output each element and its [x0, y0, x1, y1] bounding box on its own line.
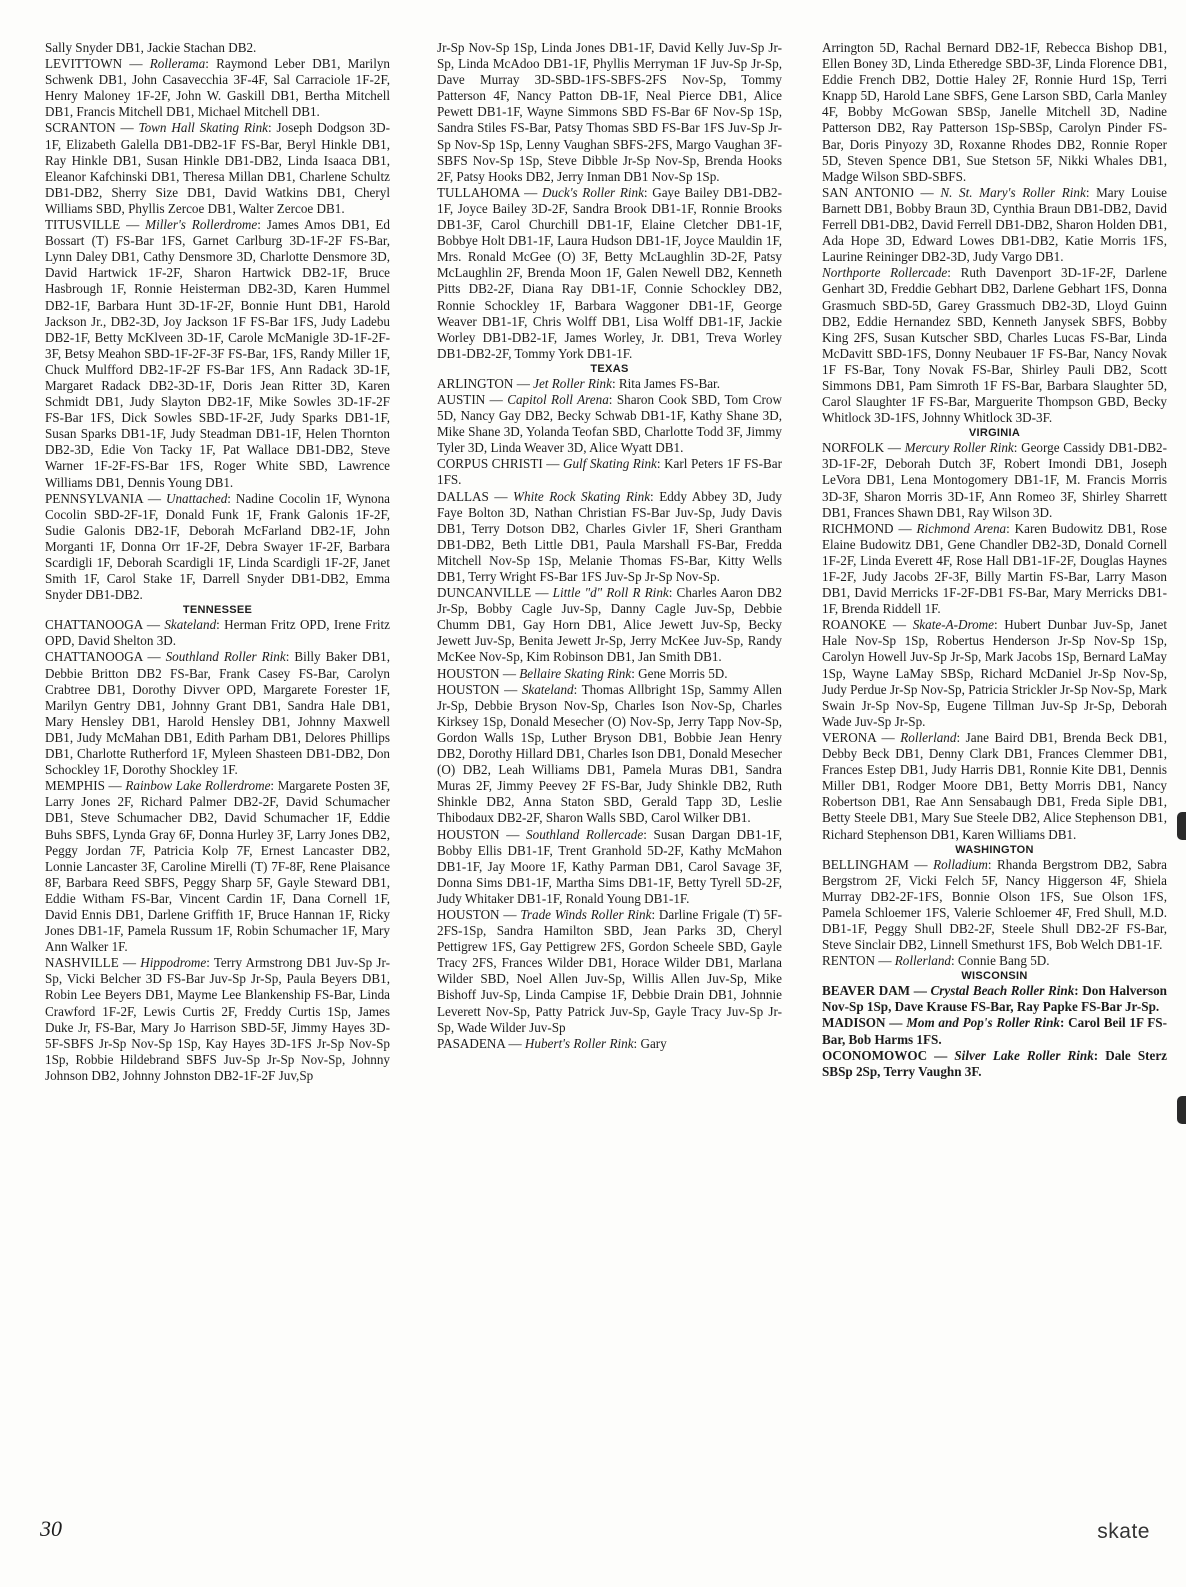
magazine-brand: skate — [1097, 1520, 1150, 1543]
rink-name: White Rock Skating Rink — [513, 488, 651, 504]
results-entry — [437, 489, 782, 586]
city-name: VERONA — [822, 729, 877, 745]
dash-separator: — — [142, 649, 166, 665]
skater-list: Arrington 5D, Rachal Bernard DB2-1F, Rebecca Bishop DB1, Ellen Boney 3D, Linda Etheredge SBD-3F, Linda Florence DB1, Eddie French DB2, Dottie Haley 2F, Ronnie Hurd 1Sp, Terri Knapp 5D, Harold Lane SBFS, Gene Larson SBD, Carla Manley 4F, Bobby McGowan SBSp, Janelle Mitchell 3D, Nadine Patterson DB2, Ray Patterson 1Sp-SBSp, Carolyn Pinder FS-Bar, Doris Pinyozy 3D, Roxanne Rhodes DB2, Ronnie Roper 5D, Steven Spence DB1, Sue Stetson 5F, Nikki Whales DB1, Madge Wilson SBD-SBFS. — [822, 40, 1167, 184]
skater-list: : Ruth Davenport 3D-1F-2F, Darlene Genhart 3D, Freddie Gebhart DB2, Darlene Gebhart 1FS, Donna Grasmuch SBD-5D, Garey Grassmuch DB2-3D, Lloyd Guinn DB2, Eddie Hernandez SBD, Kenneth Janysek SBFS, Bobby King 2FS, Susan Kutscher SBD, Charles Lucas FS-Bar, Linda McDavitt SBD-1FS, Donny Neubauer 1F FS-Bar, Nancy Novak 1F FS-Bar, Tony Novak FS-Bar, Shirley Pauli DB2, Scott Simmons DB1, Pam Simroth 1F FS-Bar, Barbara Slaughter 5D, Carol Slaughter 1F FS-Bar, Marguerite Thompson GBD, Becky Whitlock 3D-1FS, Johnny Whitlock 3D-3F. — [822, 265, 1167, 426]
results-entry — [822, 440, 1167, 520]
rink-name: Skateland — [164, 617, 217, 633]
city-name: PENNSYLVANIA — [45, 490, 143, 506]
state-heading: VIRGINIA — [968, 427, 1021, 440]
column-3 — [822, 40, 1167, 1500]
skater-list: Sally Snyder DB1, Jackie Stachan DB2. — [45, 40, 257, 55]
results-entry — [437, 185, 782, 362]
city-name: ROANOKE — [822, 617, 887, 633]
dash-separator: — — [499, 681, 522, 697]
city-name: NORFOLK — [822, 440, 885, 456]
skater-list: : Rita James FS-Bar. — [611, 375, 720, 391]
results-entry — [45, 491, 390, 604]
city-name: CHATTANOOGA — [45, 649, 143, 665]
dash-separator: — — [884, 440, 905, 456]
dash-separator: — — [927, 1047, 955, 1063]
city-name: RICHMOND — [822, 520, 894, 536]
column-1 — [45, 40, 390, 1500]
city-name: TITUSVILLE — [45, 217, 121, 233]
dash-separator: — — [104, 778, 126, 794]
city-name: AUSTIN — [437, 391, 486, 407]
dash-separator: — — [886, 617, 913, 633]
city-name: MADISON — [822, 1015, 886, 1031]
rink-name: Miller's Rollerdrome — [145, 217, 258, 233]
results-entry — [822, 521, 1167, 618]
state-heading: TENNESSEE — [182, 604, 253, 617]
rink-name: Northporte Rollercade — [822, 265, 948, 281]
dash-separator: — — [488, 488, 514, 504]
skater-list: : Jane Baird DB1, Brenda Beck DB1, Debby Beck DB1, Denny Clark DB1, Frances Clemmer DB1, Frances Estep DB1, Judy Harris DB1, Ronnie Kite DB1, Dennis Miller DB1, Rodger Moore DB1, Betty Morris DB1, Nancy Robertson DB1, Rae Ann Sensabaugh DB1, Freda Siple DB1, Betty Steele DB1, Mary Sue Steele DB2, Alice Stephenson DB1, Richard Stephenson DB1, Karen Williams DB1. — [822, 729, 1167, 842]
city-name: CORPUS CHRISTI — [437, 456, 543, 472]
rink-name: Rollerland — [894, 953, 951, 969]
results-entry — [822, 40, 1167, 185]
city-name: LEVITTOWN — [45, 56, 123, 72]
results-entry — [45, 120, 390, 217]
city-name: HOUSTON — [437, 826, 500, 842]
dash-separator: — — [875, 953, 895, 969]
dash-separator: — — [499, 826, 527, 842]
rink-name: Hippodrome — [140, 955, 207, 971]
rink-name: Duck's Roller Rink — [541, 184, 644, 200]
dash-separator: — — [118, 955, 141, 971]
city-name: TULLAHOMA — [437, 184, 520, 200]
skater-list: : Gary — [633, 1035, 667, 1051]
city-name: HOUSTON — [437, 665, 500, 681]
skater-list: : Darline Frigale (T) 5F-2FS-1Sp, Sandra Hamilton SBD, Jean Parks 3D, Cheryl Pettigrew 1FS, Gay Pettigrew 2FS, Gordon Scheele SBD, Gayle Tracy 2FS, Frances Wilder DB1, Horace Wilder DB1, Marlana Wilder SBD, Noel Allen Juv-Sp, Willis Allen Juv-Sp, Mike Bishoff Juv-Sp, Linda Campise 1F, Debbie Drain DB1, Johnnie Leverett Nov-Sp, Patty Patrick Juv-Sp, Gayle Tracy Juv-Sp Jr-Sp, Wade Wilder Juv-Sp — [437, 906, 782, 1035]
results-entry — [45, 56, 390, 120]
dash-separator: — — [893, 520, 917, 536]
dash-separator: — — [885, 1015, 907, 1031]
results-entry — [437, 827, 782, 907]
rink-name: Rollerama — [149, 56, 206, 72]
results-entry — [45, 649, 390, 778]
dash-separator: — — [910, 983, 931, 999]
margin-mark — [1177, 812, 1186, 840]
rink-name: Town Hall Skating Rink — [138, 120, 269, 136]
skater-list: : James Amos DB1, Ed Bossart (T) FS-Bar 1FS, Garnet Carlburg 3D-1F-2F FS-Bar, Lynn Daley DB1, Cathy Densmore 3D, Charlotte Densmore 3D, David Hartwick 1F-2F, Sharon Hartwick DB2-1F, Bruce Hasbrough 1F, Ronnie Heisterman DB2-3D, Karen Hummel DB2-1F, Barbara Hunt 3D-1F-2F, Bonnie Hunt DB1, Harold Jackson Jr., DB2-3D, Joy Jackson 1F FS-Bar 1FS, Judy Ladebu DB2-1F, Betty McKlveen 3D-1F, Carole McManigle 3D-1F-2F-3F, Betsy Meahon SBD-1F-2F-3F FS-Bar, 1FS, Randy Miller 1F, Chuck Mulfford DB2-1F-2F FS-Bar 1FS, Ann Radack 3D-1F, Margaret Radack DB2-3D-1F, Doris Jean Ritter 3D, Karen Schmidt DB1, Judy Slayton DB2-1F, Mike Sowles 3D-1F-2F FS-Bar 1FS, Dick Sowles SBD-1F-2F, Judy Sparks DB1-1F, Susan Sparks DB1-1F, Judy Steadman DB1-1F, Helen Thornton DB2-3D, Edie Von Tacky 1F, Pat Wallace DB1-DB2, Steve Warner 1F-2F-FS-Bar 1FS, Roger White SBD, Lawrence Williams DB1, Dennis Young DB1. — [45, 217, 390, 490]
results-entry — [45, 778, 390, 955]
skater-list: : Dale Sterz SBSp 2Sp, Terry Vaughn 3F. — [822, 1047, 1167, 1079]
rink-name: Capitol Roll Arena — [507, 391, 609, 407]
rink-name: Southland Roller Rink — [165, 649, 286, 665]
dash-separator: — — [115, 120, 139, 136]
results-entry — [822, 953, 1167, 969]
rink-name: Skate-A-Drome — [912, 617, 994, 633]
city-name: MEMPHIS — [45, 778, 105, 794]
rink-name: Jet Roller Rink — [533, 375, 612, 391]
results-entry — [822, 1048, 1167, 1080]
skater-list: Jr-Sp Nov-Sp 1Sp, Linda Jones DB1-1F, David Kelly Juv-Sp Jr-Sp, Linda McAdoo DB1-1F, Phyllis Merryman 1F Juv-Sp Jr-Sp, Dave Murray 3D-SBD-1FS-SBFS-2FS Nov-Sp, Tommy Patterson 4F, Nancy Patton DB-1F, Neal Pierce DB1, Alice Pewett DB1-1F, Wayne Simmons SBD FS-Bar 6F Nov-Sp 1Sp, Sandra Stiles FS-Bar, Patsy Thomas SBD FS-Bar 1FS Juv-Sp Jr-Sp Nov-Sp 1Sp, Lenny Vaughan SBFS-2FS, Margo Vaughan 3F-SBFS Nov-Sp 1Sp, Steve Dibble Jr-Sp Nov-Sp, Brenda Hooks 2F, Patsy Hooks DB2, Jerry Inman DB1 Nov-Sp 1Sp. — [437, 40, 782, 184]
city-name: DUNCANVILLE — [437, 585, 532, 601]
skater-list: : Hubert Dunbar Juv-Sp, Janet Hale Nov-Sp 1Sp, Robertus Henderson Jr-Sp Nov-Sp 1Sp, Carolyn Howell Juv-Sp Jr-Sp, Mark Jacobs 1Sp, Bernard LaMay 1Sp, Wayne LaMay SBSp, Richard McDaniel Jr-Sp Nov-Sp, Judy Perdue Jr-Sp Nov-Sp, Patricia Strickler Jr-Sp Nov-Sp, Mark Swain Jr-Sp Nov-Sp, Eugene Tillman Juv-Sp Jr-Sp, Deborah Wade Juv-Sp Jr-Sp. — [822, 617, 1167, 729]
skater-list: : Thomas Allbright 1Sp, Sammy Allen Jr-Sp, Debbie Bryson Nov-Sp, Charles Ison Nov-Sp, Charles Kirksey 1Sp, Donald Mesecher (O) Nov-Sp, Jerry Tapp Nov-Sp, Gordon Walls 1Sp, Luther Bryson DB1, Bobbie Jean Henry DB2, Dorothy Hillard DB1, Charles Ison DB1, Donald Mesecher (O) DB2, Leah Williams DB1, Pamela Muras DB1, Sandra Muras 2F, Jimmy Peevey 2F FS-Bar, Judy Shinkle DB2, Ruth Shinkle DB2, Anna Staton SBD, Gerald Tapp 3D, Leslie Thibodaux DB2-2F, Sharon Walls SBD, Carol Wilker DB1. — [437, 681, 782, 826]
skater-list: : Karl Peters 1F FS-Bar 1FS. — [437, 456, 782, 488]
rink-name: Unattached — [165, 490, 228, 506]
skater-list: : Don Halverson Nov-Sp 1Sp, Dave Krause FS-Bar, Ray Papke FS-Bar Jr-Sp. — [822, 983, 1167, 1015]
rink-name: Gulf Skating Rink — [562, 456, 657, 472]
results-entry — [437, 1036, 782, 1052]
state-heading: WASHINGTON — [955, 843, 1034, 856]
column-2 — [437, 40, 782, 1500]
dash-separator: — — [499, 906, 521, 922]
results-entry — [437, 376, 782, 392]
skater-list: : Herman Fritz OPD, Irene Fritz OPD, David Shelton 3D. — [45, 617, 390, 649]
rink-name: Rainbow Lake Rollerdrome — [125, 778, 271, 794]
city-name: PASADENA — [437, 1035, 506, 1051]
results-entry — [437, 585, 782, 665]
skater-list: : Mary Louise Barnett DB1, Bobby Braun 3D, Cynthia Braun DB1-DB2, David Ferrell DB1-DB2, David Ferrell DB1-DB2, Sharon Holden DB1, Ada Hope 3D, Edward Lowes DB1-DB2, Katie Morris 1FS, Laurine Reininger DB2-3D, Judy Vargo DB1. — [822, 184, 1167, 265]
rink-name: N. St. Mary's Roller Rink — [940, 184, 1086, 200]
results-entry — [437, 907, 782, 1036]
results-entry — [822, 265, 1167, 426]
skater-list: : Margarete Posten 3F, Larry Jones 2F, Richard Palmer DB2-2F, David Schumacher DB1, Steve Schumacher DB2, David Schumacher 1F, Eddie Buhs SBFS, Lynda Gray 6F, Donna Hurley 3F, Larry Jones DB2, Peggy Jordan 7F, Patricia Kolp 7F, Ernest Lancaster DB2, Lonnie Lancaster 3F, Caroline Mirelli (T) 7F-8F, Rene Plaisance 8F, Barbara Reed SBFS, Peggy Sharp 5F, Gayle Steward DB1, Eddie Witham FS-Bar, Vincent Cardin 1F, Dana Cornell 1F, David Ennis DB1, Darlene Griffith 1F, Bruce Hannan 1F, Ricky Jones DB1-1F, Pamela Russum 1F, Robin Schumacher 1F, Mary Ann Walker 1F. — [45, 778, 390, 955]
skater-list: : Rhanda Bergstrom DB2, Sabra Bergstrom 2F, Vicki Felch 5F, Nancy Higgerson 4F, Shiela Murray DB2-2F-1FS, Bonnie Olson 1FS, Sue Olson 1FS, Pamela Schloemer 1FS, Valerie Schloemer 4F, Fred Shull, M.D. DB1-1F, Peggy Shull DB2-2F, Steele Shull DB2-2F FS-Bar, Steve Sinclair DB2, Linnell Smethurst 1FS, Bob Welch DB1-1F. — [822, 856, 1167, 953]
city-name: BELLINGHAM — [822, 856, 909, 872]
skater-list: : Carol Beil 1F FS-Bar, Bob Harms 1FS. — [822, 1015, 1167, 1047]
skater-list: : Raymond Leber DB1, Marilyn Schwenk DB1, John Casavecchia 3F-4F, Sal Carraciole 1F-2F, Henry Maloney 1F-2F, John W. Gaskill DB1, Bertha Mitchell DB1, Francis Mitchell DB1, Michael Mitchell DB1. — [45, 56, 390, 120]
skater-list: : Gaye Bailey DB1-DB2-1F, Joyce Bailey 3D-2F, Sandra Brook DB1-1F, Ronnie Brooks DB1-3F, Carol Churchill DB1-1F, Elaine Cletcher DB1-1F, Bobbye Holt DB1-1F, Laura Hudson DB1-1F, Joyce Mauldin 1F, Mrs. Ronald McGee (O) 3F, Betty McLaughlin 3D-2F, Patsy McLaughlin 2F, Brenda Moon 1F, Galen Newell DB2, Kenneth Pitts DB2-2F, Diana Ray DB1-1F, Connie Schockley DB2, Ronnie Schockley 1F, Barbara Waggoner DB1-1F, George Weaver DB1-1F, Chris Wolff DB1, Lisa Wolff DB1-1F, Jackie Worley DB1-DB2-1F, James Worley, Jr. DB1, Treva Worley DB1-DB2-2F, Tommy York DB1-1F. — [437, 184, 782, 361]
results-entry — [822, 1015, 1167, 1047]
rink-name: Little "d" Roll R Rink — [552, 585, 669, 601]
skater-list: : Joseph Dodgson 3D-1F, Elizabeth Galella DB1-DB2-1F FS-Bar, Beryl Hinkle DB1, Ray Hinkle DB1, Susan Hinkle DB1-DB2, Linda Isaaca DB1, Eleanor Kafchinski DB1, Theresa Millan DB1, Charlene Schultz DB1-DB2, Sherry Size DB1, David Watkins DB1, Cheryl Williams SBD, Phyllis Zercoe DB1, Walter Zercoe DB1. — [45, 120, 390, 216]
rink-name: Silver Lake Roller Rink — [954, 1047, 1094, 1063]
results-entry — [822, 185, 1167, 265]
dash-separator: — — [142, 617, 165, 633]
dash-separator: — — [499, 665, 520, 681]
dash-separator: — — [142, 490, 166, 506]
skater-list: : Charles Aaron DB2 Jr-Sp, Bobby Cagle Juv-Sp, Danny Cagle Juv-Sp, Debbie Chumm DB1, Gay Horn DB1, Alice Jewett Juv-Sp, Becky Jewett Juv-Sp, Benita Jewett Jr-Sp, Jerry McKee Juv-Sp, Randy McKee Nov-Sp, Kim Robinson DB1, Jan Smith DB1. — [437, 585, 782, 665]
dash-separator: — — [876, 729, 901, 745]
rink-name: Skateland — [521, 681, 574, 697]
city-name: ARLINGTON — [437, 375, 514, 391]
dash-separator: — — [505, 1035, 525, 1051]
dash-separator: — — [513, 375, 534, 391]
skater-list: : Eddy Abbey 3D, Judy Faye Bolton 3D, Nathan Christian FS-Bar Juv-Sp, Judy Davis DB1, Terry Dotson DB2, Charles Givler 1F, Sheri Grantham DB1-DB2, Beth Little DB1, Paula Marshall FS-Bar, Fredda Mitchell Nov-Sp 1Sp, Melanie Thomas FS-Bar, Kitty Wells DB1, Terry Wright FS-Bar 1FS Juv-Sp Jr-Sp Nov-Sp. — [437, 488, 782, 584]
city-name: OCONOMOWOC — [822, 1047, 928, 1063]
page-number: 30 — [40, 1516, 62, 1541]
rink-name: Trade Winds Roller Rink — [520, 906, 652, 922]
city-name: SAN ANTONIO — [822, 184, 914, 200]
rink-name: Bellaire Skating Rink — [519, 665, 632, 681]
city-name: CHATTANOOGA — [45, 617, 143, 633]
city-name: BEAVER DAM — [822, 983, 911, 999]
results-entry — [45, 217, 390, 491]
rink-name: Crystal Beach Roller Rink — [930, 983, 1075, 999]
dash-separator: — — [908, 856, 934, 872]
dash-separator: — — [120, 217, 146, 233]
city-name: HOUSTON — [437, 681, 500, 697]
results-entry — [45, 617, 390, 649]
skater-list: : George Cassidy DB1-DB2-3D-1F-2F, Deborah Dutch 3F, Robert Imondi DB1, Joseph LeVora DB1, Lena Montogomery DB1-1F, M. Francis Morris 3D-3F, Sharon Morris 3D-1F, Ann Romeo 3F, Shirley Sharrett DB1, Frances Shawn DB1, Ray Wilson 3D. — [822, 440, 1167, 520]
dash-separator: — — [913, 184, 941, 200]
dash-separator: — — [542, 456, 563, 472]
results-entry — [45, 40, 390, 56]
rink-name: Mom and Pop's Roller Rink — [906, 1015, 1060, 1031]
city-name: SCRANTON — [45, 120, 116, 136]
rink-name: Mercury Roller Rink — [904, 440, 1014, 456]
results-entry — [437, 456, 782, 488]
skater-list: : Billy Baker DB1, Debbie Britton DB2 FS-Bar, Frank Casey FS-Bar, Carolyn Crabtree DB1, Dorothy Divver OPD, Margarete Forester 1F, Marilyn Gentry DB1, Johnny Grant DB1, Sandra Hale DB1, Mary Hensley DB1, Harold Hensley DB1, Johnny Maxwell DB1, Judy McMahan DB1, Edith Parham DB1, Delores Phillips DB1, Charlotte Rutherford 1F, Myleen Shasteen DB1-DB2, Don Schockley 1F, Dorothy Shockley 1F. — [45, 649, 390, 778]
results-entry — [45, 955, 390, 1084]
dash-separator: — — [485, 391, 508, 407]
results-entry — [822, 983, 1167, 1015]
city-name: HOUSTON — [437, 906, 500, 922]
skater-list: : Terry Armstrong DB1 Juv-Sp Jr-Sp, Vicki Belcher 3D FS-Bar Juv-Sp Jr-Sp, Paula Beyers DB1, Robin Lee Beyers DB1, Mayme Lee Blankenship FS-Bar, Linda Crawford 1F-2F, Lewis Curtis 2F, Freddy Curtis 1Sp, James Duke Jr, FS-Bar, Mary Jo Harrison SBD-5F, Jimmy Hayes 3D-5F-SBFS Jr-Sp Nov-Sp 1Sp, Kay Hayes 3D-1FS Jr-Sp Nov-Sp 1Sp, Robbie Hildebrand SBFS Juv-Sp Jr-Sp Nov-Sp, Johnny Johnson DB2, Johnny Johnston DB2-1F-2F Juv,Sp — [45, 955, 390, 1083]
skater-list: : Susan Dargan DB1-1F, Bobby Ellis DB1-1F, Trent Granhold 5D-2F, Kathy McMahon DB1-1F, Jay Moore 1F, Kathy Parman DB1, Carol Savage 3F, Donna Sims DB1-1F, Martha Sims DB1-1F, Betty Tyrell 5D-2F, Judy Whitaker DB1-1F, Ronald Young DB1-1F. — [437, 826, 782, 906]
results-entry — [437, 682, 782, 827]
city-name: RENTON — [822, 953, 876, 969]
results-entry — [822, 857, 1167, 954]
skater-list: : Connie Bang 5D. — [951, 953, 1050, 969]
rink-name: Southland Rollercade — [526, 826, 644, 842]
skater-list: : Sharon Cook SBD, Tom Crow 5D, Nancy Gay DB2, Becky Schwab DB1-1F, Kathy Shane 3D, Mike Shane 3D, Yolanda Teofan SBD, Charlotte Todd 3F, Jimmy Tyler 3D, Linda Weaver 3D, Alice Wyatt DB1. — [437, 391, 782, 456]
results-entry — [437, 666, 782, 682]
skater-list: : Nadine Cocolin 1F, Wynona Cocolin SBD-2F-1F, Donald Funk 1F, Frank Galonis 1F-2F, Sudie Galonis DB2-1F, Deborah McFarland DB2-1F, John Morganti 1F, Donna Orr 1F-2F, Debra Swayer 1F-2F, Barbara Scardigli 1F, Deborah Scardigli 1F, Linda Scardigli 1F-2F, Janet Smith 1F, Carol Stake 1F, Darrell Snyder DB1-DB2, Emma Snyder DB1-DB2. — [45, 490, 390, 603]
rink-name: Rolladium — [933, 856, 988, 872]
state-heading: WISCONSIN — [961, 970, 1028, 983]
results-entry — [437, 40, 782, 185]
results-entry — [437, 392, 782, 456]
rink-name: Rollerland — [900, 729, 957, 745]
skater-list: : Karen Budowitz DB1, Rose Elaine Budowitz DB1, Gene Chandler DB2-3D, Donald Cornell 1F-2F, Linda Everett 4F, Rose Hall DB1-1F-2F, Douglas Haynes 1F-2F, Judy Jacobs 2F-3F, Billy Martin FS-Bar, Larry Mason DB1, David Merricks 1F-2F-DB1 FS-Bar, Mary Merricks DB1-1F, Brenda Riddell 1F. — [822, 520, 1167, 617]
rink-name: Richmond Arena — [916, 520, 1007, 536]
dash-separator: — — [519, 184, 542, 200]
margin-mark — [1177, 1096, 1186, 1124]
results-entry — [822, 730, 1167, 843]
state-heading: TEXAS — [590, 362, 629, 375]
results-entry — [822, 617, 1167, 730]
dash-separator: — — [531, 585, 553, 601]
skater-list: : Gene Morris 5D. — [631, 665, 728, 681]
rink-name: Hubert's Roller Rink — [524, 1035, 634, 1051]
dash-separator: — — [122, 56, 150, 72]
city-name: NASHVILLE — [45, 955, 119, 971]
city-name: DALLAS — [437, 488, 489, 504]
